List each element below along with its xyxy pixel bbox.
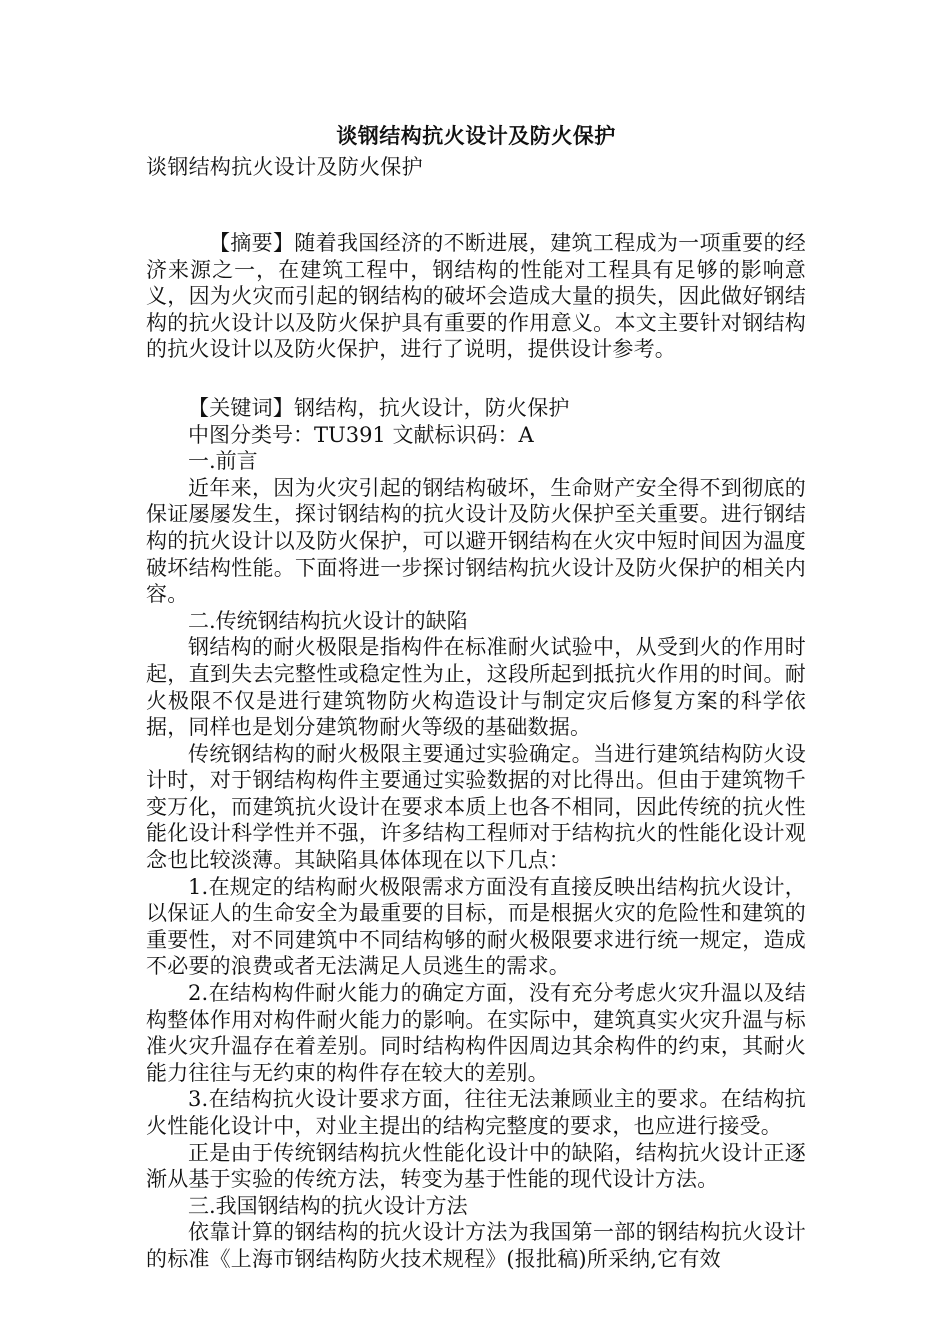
document-title: 谈钢结构抗火设计及防火保护: [336, 123, 616, 148]
list-item: 2.在结构构件耐火能力的确定方面，没有充分考虑火灾升温以及结构整体作用对构件耐火能力的影响。在实际中，建筑真实火灾升温与标准火灾升温存在着差别。同时结构构件因周边其余构件的约束，其耐火能力往往与无约束的构件存在较大的差别。: [146, 981, 806, 1085]
paragraph: 正是由于传统钢结构抗火性能化设计中的缺陷，结构抗火设计正逐渐从基于实验的传统方法，转变为基于性能的现代设计方法。: [146, 1140, 806, 1192]
keywords-line: 【关键词】钢结构，抗火设计，防火保护: [188, 395, 570, 420]
paragraph: 近年来，因为火灾引起的钢结构破坏，生命财产安全得不到彻底的保证屡屡发生，探讨钢结构的抗火设计及防火保护至关重要。进行钢结构的抗火设计以及防火保护，可以避开钢结构在火灾中短时间因为温度破坏结构性能。下面将进一步探讨钢结构抗火设计及防火保护的相关内容。: [146, 475, 806, 607]
document-subtitle: 谈钢结构抗火设计及防火保护: [146, 155, 423, 179]
list-item: 1.在规定的结构耐火极限需求方面没有直接反映出结构抗火设计，以保证人的生命安全为最重要的目标，而是根据火灾的危险性和建筑的重要性，对不同建筑中不同结构够的耐火极限要求进行统一规定，造成不必要的浪费或者无法满足人员逃生的需求。: [146, 874, 806, 979]
abstract-paragraph: 【摘要】随着我国经济的不断进展，建筑工程成为一项重要的经济来源之一，在建筑工程中，钢结构的性能对工程具有足够的影响意义，因为火灾而引起的钢结构的破坏会造成大量的损失，因此做好钢结构的抗火设计以及防火保护具有重要的作用意义。本文主要针对钢结构的抗火设计以及防火保护，进行了说明，提供设计参考。: [146, 231, 806, 362]
document-page: [146, 120, 806, 1273]
paragraph: 传统钢结构的耐火极限主要通过实验确定。当进行建筑结构防火设计时，对于钢结构构件主要通过实验数据的对比得出。但由于建筑物千变万化，而建筑抗火设计在要求本质上也各不相同，因此传统的抗火性能化设计科学性并不强，许多结构工程师对于结构抗火的性能化设计观念也比较淡薄。其缺陷具体体现在以下几点：: [146, 741, 806, 873]
section-heading-methods: 三.我国钢结构的抗火设计方法: [188, 1193, 468, 1218]
classification-line: 中图分类号：TU391 文献标识码：A: [188, 422, 534, 447]
list-item: 3.在结构抗火设计要求方面，往往无法兼顾业主的要求。在结构抗火性能化设计中，对业主提出的结构完整度的要求，也应进行接受。: [146, 1087, 806, 1138]
section-heading-defects: 二.传统钢结构抗火设计的缺陷: [188, 608, 468, 633]
paragraph: 依靠计算的钢结构的抗火设计方法为我国第一部的钢结构抗火设计的标准《上海市钢结构防火技术规程》(报批稿)所采纳,它有效: [146, 1220, 806, 1271]
section-heading-preface: 一.前言: [188, 449, 258, 474]
paragraph: 钢结构的耐火极限是指构件在标准耐火试验中，从受到火的作用时起，直到失去完整性或稳定性为止，这段所起到抵抗火作用的时间。耐火极限不仅是进行建筑物防火构造设计与制定灾后修复方案的科学依据，同样也是划分建筑物耐火等级的基础数据。: [146, 635, 806, 740]
